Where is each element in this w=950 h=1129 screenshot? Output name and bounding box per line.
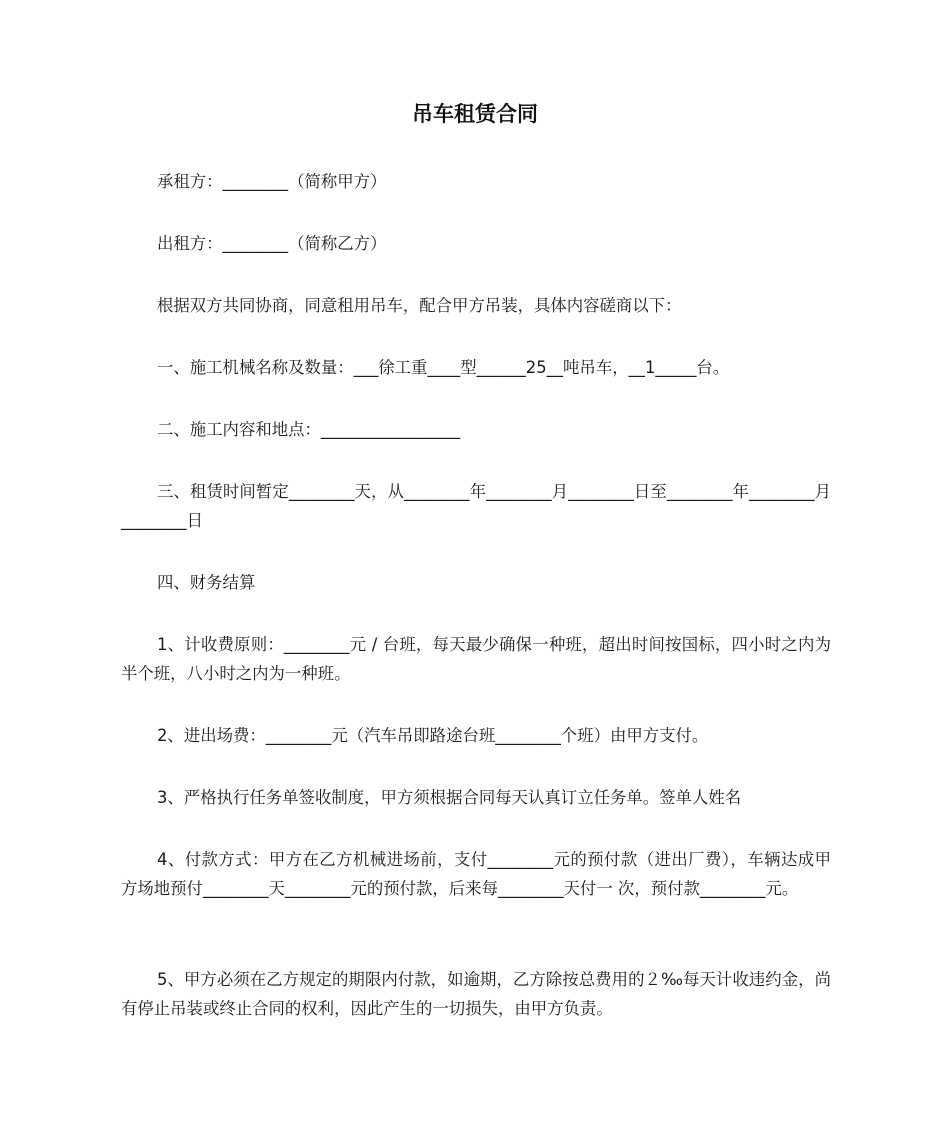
document-title: 吊车租赁合同 [412, 102, 538, 126]
clause-finance-5: 5、甲方必须在乙方规定的期限内付款，如逾期，乙方除按总费用的２‰每天计收违约金，尚有停止吊装或终止合同的权利，因此产生的一切损失，由甲方负责。 [121, 970, 831, 1018]
clause-preamble: 根据双方共同协商，同意租用吊车，配合甲方吊装，具体内容磋商以下： [157, 296, 682, 315]
clause-finance-3: 3、严格执行任务单签收制度，甲方须根据合同每天认真订立任务单。签单人姓名 [157, 788, 742, 807]
section-finance-heading: 四、财务结算 [157, 573, 256, 592]
clause-finance-2: 2、进出场费：________元（汽车吊即路途台班________个班）由甲方支付。 [157, 726, 709, 745]
clause-machinery: 一、施工机械名称及数量：___徐工重____型______25__吨吊车，__1_____台。 [157, 358, 730, 377]
clause-lessee: 承租方：________（简称甲方） [157, 172, 387, 191]
clause-period: 三、租赁时间暂定________天，从________年________月________日至________年__​______月________日 [121, 482, 831, 530]
clause-lessor: 出租方：________（简称乙方） [157, 234, 387, 253]
clause-finance-1: 1、计收费原则：________元 / 台班，每天最少确保一种班，超出时间按国标，四小时之内为半个班，八小时之内为一种班。 [121, 635, 831, 683]
clause-finance-4: 4、付款方式：甲方在乙方机械进场前，支付________元的预付款（进出厂费），车辆达成甲方场地预付________天________元的预付款，后来每________天付一 次，预付款________元。 [121, 850, 831, 898]
clause-location: 二、施工内容和地点：_________________ [157, 420, 461, 439]
